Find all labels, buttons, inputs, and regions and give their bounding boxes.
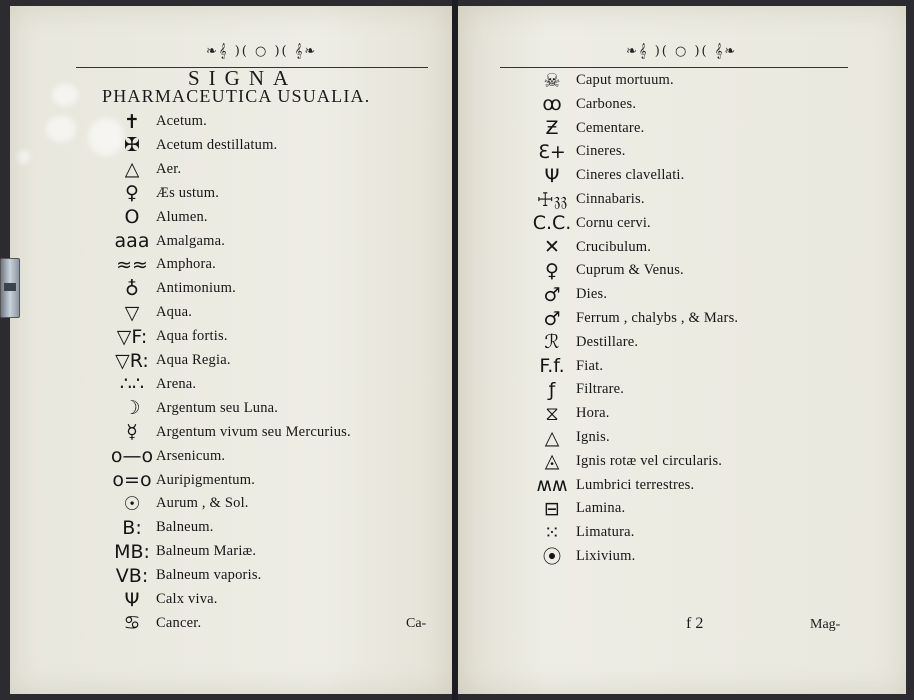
- alchemical-symbol-icon: aaa: [114, 230, 150, 252]
- alchemical-symbol-icon: ♀: [545, 259, 559, 282]
- entry-label-ignis-rot-vel-circularis: Ignis rotæ vel circularis.: [576, 452, 723, 469]
- entry-label-cineres: Cineres.: [576, 143, 626, 160]
- entry-label-acetum: Acetum.: [156, 113, 207, 129]
- alchemical-symbol-icon: △: [544, 426, 560, 449]
- entry-label-filtrare: Filtrare.: [576, 381, 625, 398]
- alchemical-symbol-icon: ✝: [124, 110, 140, 133]
- entry-label-cementare: Cementare.: [576, 119, 645, 136]
- alchemical-symbol-icon: o—o: [110, 445, 154, 468]
- alchemical-symbol-icon: ◬: [544, 450, 560, 473]
- alchemical-symbol-icon: ⊟: [544, 497, 560, 520]
- alchemical-symbol-icon: ☠: [543, 69, 561, 92]
- entry-label-crucibulum: Crucibulum.: [576, 238, 652, 255]
- alchemical-symbol-icon: ▽R:: [115, 349, 149, 372]
- entry-label-cineres-clavellati: Cineres clavellati.: [576, 167, 685, 184]
- alchemical-symbol-icon: △: [124, 158, 140, 181]
- entry-label-aqua-fortis: Aqua fortis.: [156, 328, 228, 345]
- paper-stain: [46, 116, 76, 142]
- entry-label-cancer: Cancer.: [156, 614, 202, 631]
- alchemical-symbol-icon: ♀: [125, 182, 139, 205]
- catchword: Ca-: [406, 616, 427, 631]
- alchemical-symbol-icon: ꝏ: [542, 93, 562, 116]
- alchemical-symbol-icon: B:: [122, 516, 142, 539]
- entry-label-hora: Hora.: [576, 405, 610, 422]
- right-page: [458, 6, 906, 694]
- alchemical-symbol-icon: o=o: [112, 469, 152, 491]
- header-ornament: ❧𝄞 )( ○ )( 𝄞❧: [206, 44, 318, 59]
- alchemical-symbol-icon: ≈≈: [116, 253, 148, 276]
- alchemical-symbol-icon: MB:: [114, 540, 150, 563]
- entry-label-aurum-sol: Aurum , & Sol.: [156, 495, 249, 512]
- entry-label-alumen: Alumen.: [156, 208, 208, 225]
- page-title: SIGNA: [188, 66, 298, 90]
- alchemical-symbol-icon: Ɛ+: [538, 140, 566, 163]
- alchemical-symbol-icon: ✠: [124, 134, 140, 157]
- alchemical-symbol-icon: ▽F:: [116, 325, 148, 348]
- entry-label-s-ustum: Æs ustum.: [156, 184, 220, 201]
- alchemical-symbol-icon: ⦿: [542, 545, 562, 568]
- alchemical-symbol-icon: ♋: [123, 612, 141, 635]
- header-rule: [500, 67, 848, 68]
- entry-label-lamina: Lamina.: [576, 500, 626, 517]
- entry-label-argentum-seu-luna: Argentum seu Luna.: [156, 399, 279, 416]
- entry-label-lixivium: Lixivium.: [576, 548, 636, 564]
- alchemical-symbol-icon: ƒ: [548, 378, 556, 401]
- alchemical-symbol-icon: ▽: [124, 301, 140, 324]
- entry-label-cinnabaris: Cinnabaris.: [576, 191, 645, 207]
- alchemical-symbol-icon: Ψ: [124, 588, 140, 611]
- entry-label-balneum: Balneum.: [156, 519, 214, 536]
- entry-label-lumbrici-terrestres: Lumbrici terrestres.: [576, 476, 695, 493]
- show-through-text: [240, 194, 243, 210]
- entry-label-antimonium: Antimonium.: [156, 280, 236, 297]
- entry-label-ignis: Ignis.: [576, 429, 610, 445]
- alchemical-symbol-icon: VB:: [115, 564, 149, 587]
- entry-label-balneum-mari: Balneum Mariæ.: [156, 543, 257, 560]
- entry-label-ferrum-chalybs-mars: Ferrum , chalybs , & Mars.: [576, 310, 739, 326]
- entry-label-limatura: Limatura.: [576, 524, 635, 541]
- entry-label-amphora: Amphora.: [156, 256, 216, 273]
- entry-label-arsenicum: Arsenicum.: [156, 447, 226, 464]
- alchemical-symbol-icon: ☩𝔷𝔷: [536, 188, 568, 211]
- catchword: Mag-: [810, 617, 841, 632]
- alchemical-symbol-icon: ☽: [123, 397, 141, 420]
- entry-label-argentum-vivum-seu-mercurius: Argentum vivum seu Mercurius.: [156, 423, 351, 440]
- entry-label-aer: Aer.: [156, 160, 182, 177]
- entry-label-aqua-regia: Aqua Regia.: [156, 352, 231, 368]
- entry-label-arena: Arena.: [156, 375, 197, 392]
- entry-label-caput-mortuum: Caput mortuum.: [576, 72, 674, 88]
- entry-label-fiat: Fiat.: [576, 357, 604, 374]
- entry-label-cornu-cervi: Cornu cervi.: [576, 214, 651, 231]
- alchemical-symbol-icon: F.f.: [539, 355, 565, 378]
- entry-label-calx-viva: Calx viva.: [156, 591, 218, 607]
- alchemical-symbol-icon: ♂: [543, 283, 561, 306]
- binder-clip: [0, 258, 20, 318]
- entry-label-amalgama: Amalgama.: [156, 232, 226, 249]
- folio-signature: f 2: [686, 615, 704, 632]
- entry-label-dies: Dies.: [576, 286, 608, 303]
- alchemical-symbol-icon: ʍʍ: [536, 474, 568, 497]
- entry-label-cuprum-venus: Cuprum & Venus.: [576, 262, 684, 279]
- alchemical-symbol-icon: O: [124, 206, 140, 229]
- alchemical-symbol-icon: Ψ: [544, 164, 560, 187]
- alchemical-symbol-icon: ⁙: [544, 521, 560, 544]
- paper-stain: [18, 150, 30, 164]
- alchemical-symbol-icon: ♂: [543, 307, 561, 330]
- header-ornament: ❧𝄞 )( ○ )( 𝄞❧: [626, 44, 738, 59]
- alchemical-symbol-icon: ☿: [126, 421, 138, 444]
- entry-label-aqua: Aqua.: [156, 304, 193, 321]
- alchemical-symbol-icon: ✕: [544, 236, 560, 259]
- entry-label-auripigmentum: Auripigmentum.: [156, 471, 256, 488]
- left-page: [10, 6, 452, 694]
- alchemical-symbol-icon: ⧖: [545, 402, 559, 425]
- paper-stain: [52, 84, 78, 106]
- alchemical-symbol-icon: ☉: [123, 492, 141, 515]
- alchemical-symbol-icon: Ƶ: [545, 117, 559, 140]
- alchemical-symbol-icon: ∴∴: [119, 373, 145, 396]
- alchemical-symbol-icon: ♁: [125, 277, 139, 300]
- alchemical-symbol-icon: C.C.: [532, 212, 572, 235]
- entry-label-destillare: Destillare.: [576, 333, 639, 350]
- alchemical-symbol-icon: ℛ: [544, 331, 560, 354]
- entry-label-carbones: Carbones.: [576, 95, 637, 112]
- entry-label-balneum-vaporis: Balneum vaporis.: [156, 567, 262, 584]
- entry-label-acetum-destillatum: Acetum destillatum.: [156, 136, 278, 153]
- page-subtitle: PHARMACEUTICA USUALIA.: [102, 86, 371, 106]
